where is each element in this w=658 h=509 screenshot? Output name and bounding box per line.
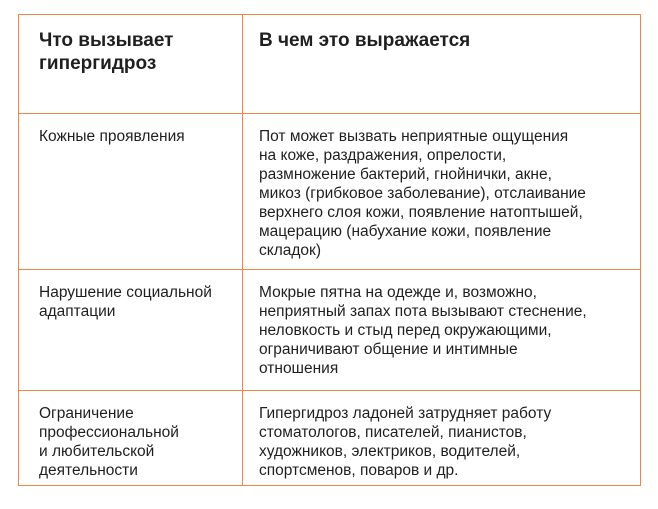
header-cause: Что вызывает гипергидроз: [19, 15, 243, 114]
cell-cause: Ограничение профессиональной и любительской деятельности: [19, 391, 243, 486]
cell-cause: Нарушение социальной адаптации: [19, 270, 243, 391]
hyperhidrosis-table: [18, 14, 641, 486]
table-row: [19, 114, 641, 270]
cell-cause: Кожные проявления: [19, 114, 243, 270]
header-effect: В чем это выражается: [243, 15, 641, 114]
cell-effect: Гипергидроз ладоней затрудняет работу стоматологов, писателей, пианистов, художников, электриков, водителей, спортсменов, поваров и др.: [243, 391, 641, 486]
table-row: [19, 391, 641, 486]
table-row: [19, 270, 641, 391]
table-header-row: [19, 15, 641, 114]
cell-effect: Мокрые пятна на одежде и, возможно, неприятный запах пота вызывают стеснение, неловкость и стыд перед окружающими, ограничивают общение и интимные отношения: [243, 270, 641, 391]
cell-effect: Пот может вызвать неприятные ощущения на коже, раздражения, опрелости, размножение бактерий, гнойнички, акне, микоз (грибковое заболевание), отслаивание верхнего слоя кожи, появление натоптышей, мацерацию (набухание кожи, появление складок): [243, 114, 641, 270]
